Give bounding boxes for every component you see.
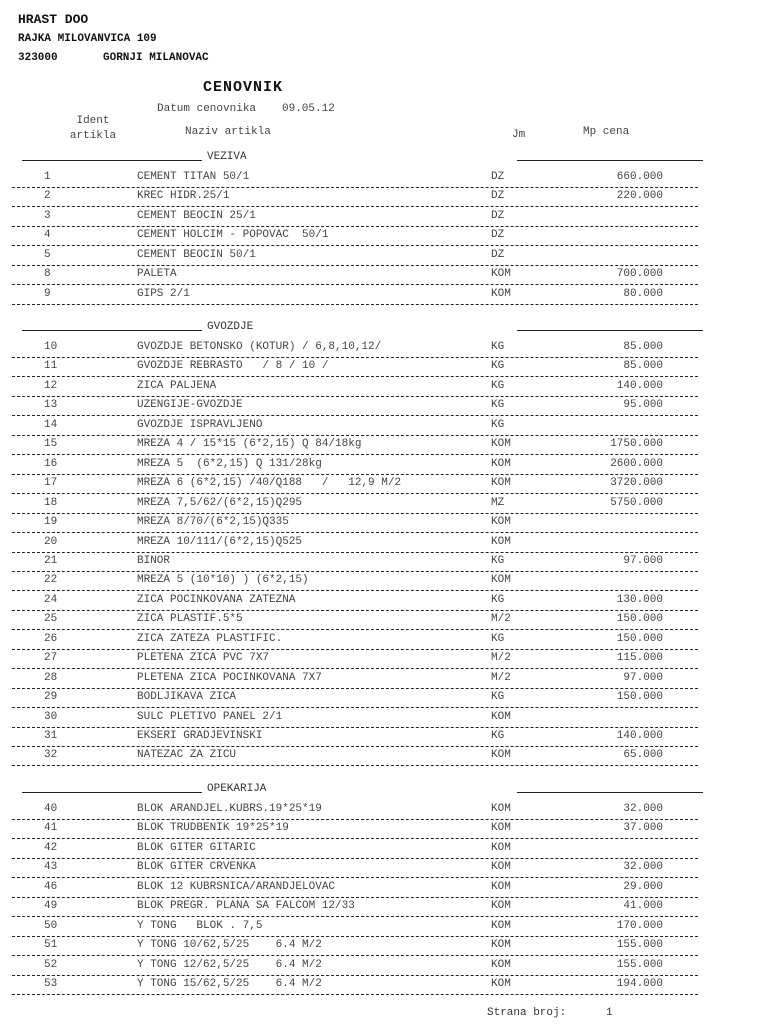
item-id: 22: [44, 574, 58, 587]
item-unit: M/2: [491, 652, 511, 665]
column-header-ident-line2: artikla: [69, 130, 117, 142]
item-price: 660.000: [616, 171, 663, 183]
table-row: [12, 265, 698, 285]
item-unit: KOM: [491, 841, 511, 854]
section-rule-left: [22, 330, 202, 331]
price-list-date: 09.05.12: [282, 103, 335, 115]
item-name: BLOK PREGR. PLANA SA FALCOM 12/33: [137, 900, 355, 913]
item-id: 5: [44, 248, 51, 261]
table-row: [12, 357, 698, 377]
item-price: 37.000: [623, 822, 663, 835]
item-id: 14: [44, 418, 58, 431]
item-id: 1: [44, 171, 51, 183]
table-row: [12, 936, 698, 956]
date-label: Datum cenovnika: [157, 103, 257, 115]
item-unit: KG: [491, 730, 505, 742]
item-id: 13: [44, 399, 58, 412]
item-id: 53: [44, 978, 58, 991]
item-price: 29.000: [623, 880, 663, 893]
item-unit: KG: [491, 379, 505, 392]
item-name: MREZA 10/111/(6*2,15)Q525: [137, 535, 303, 548]
item-name: Y TONG 10/62,5/25 6.4 M/2: [137, 939, 322, 952]
item-unit: M/2: [491, 613, 511, 626]
item-name: Y TONG 12/62,5/25 6.4 M/2: [137, 958, 322, 971]
item-unit: KG: [491, 341, 505, 353]
item-id: 9: [44, 287, 51, 300]
item-unit: KOM: [491, 939, 511, 952]
table-row: [12, 688, 698, 708]
item-price: 3720.000: [610, 477, 663, 490]
item-name: BLOK GITER CRVENKA: [137, 861, 256, 874]
table-row: [12, 878, 698, 898]
item-name: BLOK ARANDJEL.KUBRS.19*25*19: [137, 803, 322, 815]
item-name: GIPS 2/1: [137, 287, 190, 300]
table-row: [12, 571, 698, 591]
item-price: 85.000: [623, 341, 663, 353]
item-name: ZICA POCINKOVANA ZATEZNA: [137, 593, 296, 606]
table-row: [12, 975, 698, 995]
table-row: [12, 168, 698, 188]
table-row: [12, 207, 698, 227]
table-row: [12, 474, 698, 494]
item-name: CEMENT TITAN 50/1: [137, 171, 250, 183]
section-rule-left: [22, 792, 202, 793]
item-unit: KG: [491, 691, 505, 704]
table-row: [12, 396, 698, 416]
item-id: 50: [44, 919, 58, 932]
item-id: 43: [44, 861, 58, 874]
item-id: 32: [44, 749, 58, 762]
item-price: 32.000: [623, 803, 663, 815]
item-unit: KG: [491, 632, 505, 645]
table-row: [12, 435, 698, 455]
item-id: 20: [44, 535, 58, 548]
page-label: Strana broj:: [487, 1007, 567, 1019]
table-row: [12, 897, 698, 917]
item-price: 155.000: [616, 958, 663, 971]
item-unit: KOM: [491, 477, 511, 490]
item-price: 85.000: [623, 360, 663, 373]
table-row: [12, 187, 698, 207]
item-name: GVOZDJE REBRASTO / 8 / 10 /: [137, 360, 329, 373]
item-unit: KOM: [491, 749, 511, 762]
item-id: 11: [44, 360, 58, 373]
table-row: [12, 669, 698, 689]
item-unit: MZ: [491, 496, 505, 509]
table-row: [12, 800, 698, 820]
item-id: 27: [44, 652, 58, 665]
item-id: 28: [44, 671, 58, 684]
section-title: OPEKARIJA: [207, 783, 267, 795]
item-name: BLOK TRUDBENIK 19*25*19: [137, 822, 289, 835]
item-name: MREZA 5 (10*10) ) (6*2,15): [137, 574, 309, 587]
item-price: 115.000: [616, 652, 663, 665]
document-title: CENOVNIK: [203, 79, 284, 96]
item-unit: KOM: [491, 978, 511, 991]
item-name: CEMENT HOLCIM - POPOVAC 50/1: [137, 229, 329, 242]
company-street: RAJKA MILOVANVICA 109: [18, 33, 157, 45]
item-name: PLETENA ZICA PVC 7X7: [137, 652, 270, 665]
item-name: NATEZAC ZA ZICU: [137, 749, 237, 762]
item-price: 130.000: [616, 593, 663, 606]
item-name: MREZA 5 (6*2,15) Q 131/28kg: [137, 457, 322, 470]
item-price: 97.000: [623, 554, 663, 567]
item-price: 155.000: [616, 939, 663, 952]
table-row: [12, 377, 698, 397]
item-id: 25: [44, 613, 58, 626]
item-name: CEMENT BEOCIN 25/1: [137, 209, 256, 222]
item-name: PALETA: [137, 268, 177, 281]
company-name: HRAST DOO: [18, 12, 89, 27]
item-name: BINOR: [137, 554, 171, 567]
item-id: 12: [44, 379, 58, 392]
column-header-name: Naziv artikla: [185, 126, 271, 138]
item-id: 52: [44, 958, 58, 971]
item-id: 26: [44, 632, 58, 645]
item-price: 65.000: [623, 749, 663, 762]
item-id: 31: [44, 730, 58, 742]
item-id: 18: [44, 496, 58, 509]
item-unit: KOM: [491, 457, 511, 470]
table-row: [12, 416, 698, 436]
item-price: 140.000: [616, 730, 663, 742]
section-title: VEZIVA: [207, 151, 247, 163]
item-unit: KOM: [491, 438, 511, 451]
item-name: ZICA PALJENA: [137, 379, 217, 392]
item-price: 170.000: [616, 919, 663, 932]
item-name: BLOK GITER GITARIC: [137, 841, 256, 854]
item-name: BLOK 12 KUBRSNICA/ARANDJELOVAC: [137, 880, 336, 893]
item-price: 194.000: [616, 978, 663, 991]
table-row: [12, 649, 698, 669]
item-price: 80.000: [623, 287, 663, 300]
item-unit: DZ: [491, 190, 505, 203]
item-price: 700.000: [616, 268, 663, 281]
item-price: 97.000: [623, 671, 663, 684]
item-price: 150.000: [616, 691, 663, 704]
section-rule-right: [517, 160, 703, 161]
company-city: GORNJI MILANOVAC: [103, 52, 209, 64]
item-id: 17: [44, 477, 58, 490]
item-unit: KG: [491, 360, 505, 373]
table-row: [12, 819, 698, 839]
table-row: [12, 533, 698, 553]
item-unit: KOM: [491, 535, 511, 548]
item-name: Y TONG 15/62,5/25 6.4 M/2: [137, 978, 322, 991]
table-row: [12, 746, 698, 766]
item-name: MREZA 7,5/62/(6*2,15)Q295: [137, 496, 303, 509]
item-name: UZENGIJE-GVOZDJE: [137, 399, 243, 412]
item-unit: DZ: [491, 248, 505, 261]
item-unit: KOM: [491, 574, 511, 587]
section-rule-right: [517, 792, 703, 793]
item-price: 41.000: [623, 900, 663, 913]
item-price: 5750.000: [610, 496, 663, 509]
table-row: [12, 552, 698, 572]
item-id: 51: [44, 939, 58, 952]
item-unit: KOM: [491, 958, 511, 971]
item-id: 49: [44, 900, 58, 913]
table-row: [12, 839, 698, 859]
item-unit: DZ: [491, 229, 505, 242]
item-id: 3: [44, 209, 51, 222]
item-name: BODLJIKAVA ZICA: [137, 691, 237, 704]
item-id: 2: [44, 190, 51, 203]
item-id: 29: [44, 691, 58, 704]
item-price: 1750.000: [610, 438, 663, 451]
table-row: [12, 338, 698, 358]
item-price: 140.000: [616, 379, 663, 392]
item-unit: KOM: [491, 710, 511, 723]
item-unit: KOM: [491, 880, 511, 893]
page-number: 1: [606, 1007, 613, 1019]
section-title: GVOZDJE: [207, 321, 254, 333]
table-row: [12, 610, 698, 630]
item-unit: KG: [491, 399, 505, 412]
column-header-price: Mp cena: [583, 126, 630, 138]
item-unit: DZ: [491, 171, 505, 183]
table-row: [12, 858, 698, 878]
item-price: 32.000: [623, 861, 663, 874]
table-row: [12, 708, 698, 728]
item-id: 40: [44, 803, 58, 815]
item-name: Y TONG BLOK . 7,5: [137, 919, 263, 932]
column-header-jm: Jm: [512, 129, 526, 141]
item-unit: KG: [491, 418, 505, 431]
item-price: 150.000: [616, 613, 663, 626]
table-row: [12, 956, 698, 976]
item-unit: KOM: [491, 803, 511, 815]
table-row: [12, 591, 698, 611]
item-unit: KG: [491, 554, 505, 567]
item-unit: KG: [491, 593, 505, 606]
item-unit: KOM: [491, 861, 511, 874]
item-id: 41: [44, 822, 58, 835]
table-row: [12, 226, 698, 246]
item-id: 4: [44, 229, 51, 242]
item-name: CEMENT BEOCIN 50/1: [137, 248, 256, 261]
item-id: 8: [44, 268, 51, 281]
table-row: [12, 630, 698, 650]
table-row: [12, 246, 698, 266]
item-unit: KOM: [491, 822, 511, 835]
item-price: 150.000: [616, 632, 663, 645]
item-name: GVOZDJE BETONSKO (KOTUR) / 6,8,10,12/: [137, 341, 382, 353]
table-row: [12, 285, 698, 305]
item-name: KREC HIDR.25/1: [137, 190, 230, 203]
item-name: MREZA 4 / 15*15 (6*2,15) Q 84/18kg: [137, 438, 362, 451]
item-name: PLETENA ZICA POCINKOVANA 7X7: [137, 671, 322, 684]
item-id: 21: [44, 554, 58, 567]
item-id: 16: [44, 457, 58, 470]
item-id: 30: [44, 710, 58, 723]
table-row: [12, 513, 698, 533]
table-row: [12, 494, 698, 514]
item-unit: DZ: [491, 209, 505, 222]
item-name: GVOZDJE ISPRAVLJENO: [137, 418, 263, 431]
column-header-ident-line1: Ident: [76, 115, 110, 127]
table-row: [12, 727, 698, 747]
item-name: ZICA ZATEZA PLASTIFIC.: [137, 632, 283, 645]
item-name: EKSERI GRADJEVINSKI: [137, 730, 263, 742]
item-id: 15: [44, 438, 58, 451]
table-row: [12, 917, 698, 937]
section-rule-right: [517, 330, 703, 331]
item-id: 42: [44, 841, 58, 854]
item-price: 95.000: [623, 399, 663, 412]
section-rule-left: [22, 160, 202, 161]
item-price: 2600.000: [610, 457, 663, 470]
item-price: 220.000: [616, 190, 663, 203]
item-unit: KOM: [491, 516, 511, 529]
company-postcode: 323000: [18, 52, 58, 64]
item-name: SULC PLETIVO PANEL 2/1: [137, 710, 283, 723]
item-name: MREZA 6 (6*2,15) /40/Q188 / 12,9 M/2: [137, 477, 402, 490]
item-unit: KOM: [491, 919, 511, 932]
item-unit: M/2: [491, 671, 511, 684]
item-unit: KOM: [491, 287, 511, 300]
item-name: MREZA 8/70/(6*2,15)Q335: [137, 516, 289, 529]
item-unit: KOM: [491, 268, 511, 281]
item-id: 24: [44, 593, 58, 606]
table-row: [12, 455, 698, 475]
item-id: 10: [44, 341, 58, 353]
item-id: 46: [44, 880, 58, 893]
item-id: 19: [44, 516, 58, 529]
item-unit: KOM: [491, 900, 511, 913]
item-name: ZICA PLASTIF.5*5: [137, 613, 243, 626]
